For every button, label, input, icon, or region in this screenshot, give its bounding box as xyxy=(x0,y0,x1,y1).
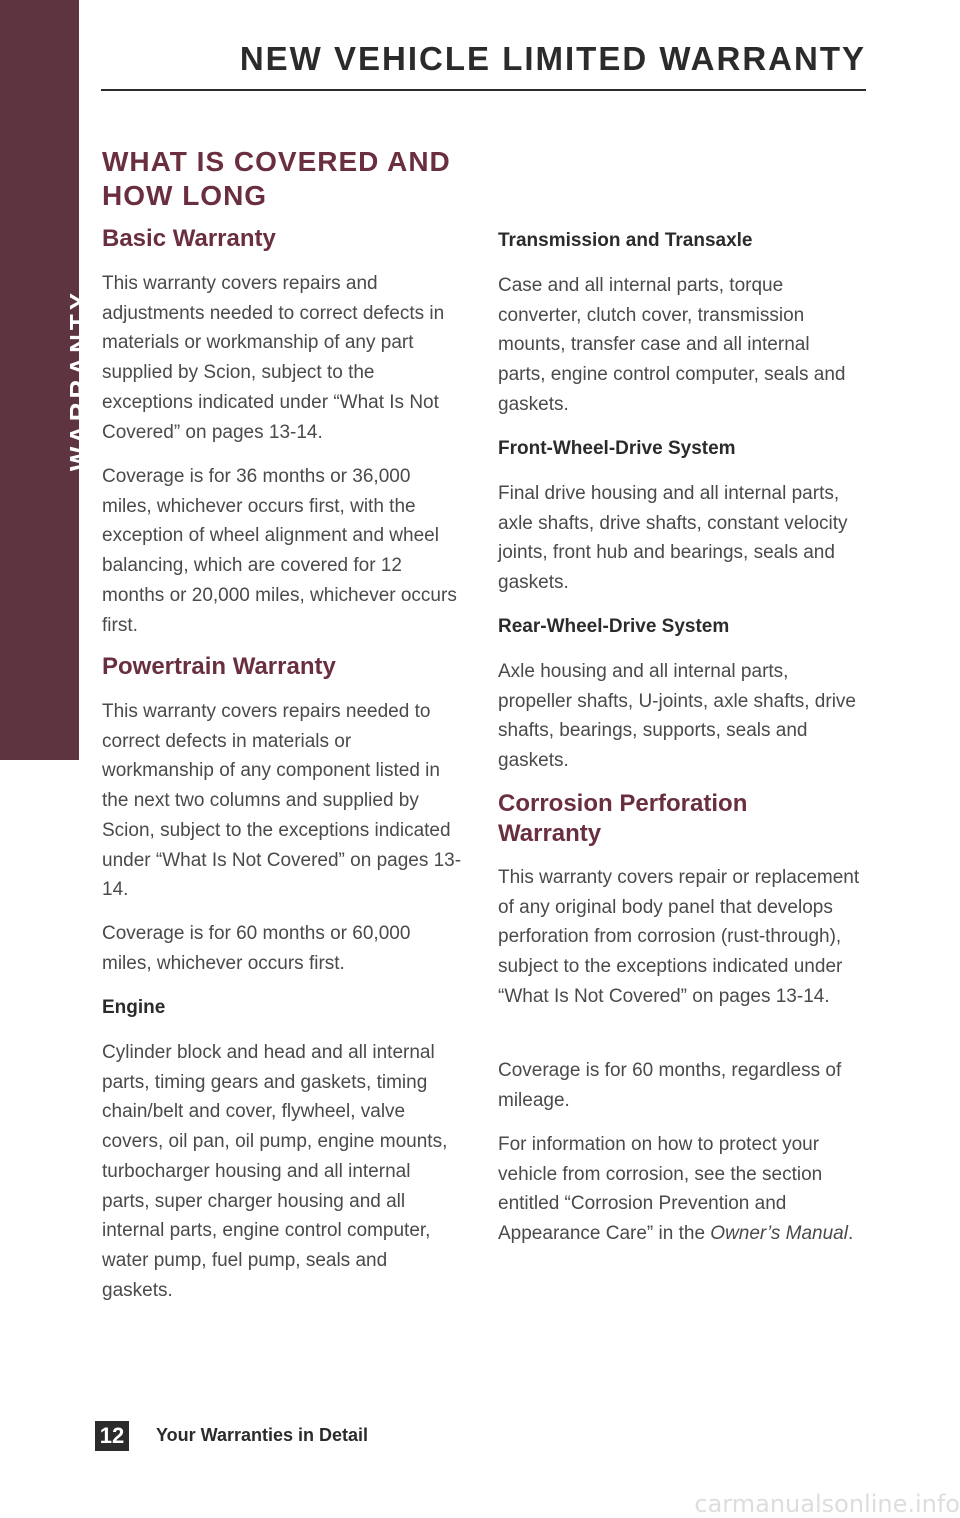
watermark: carmanualsonline.info xyxy=(694,1490,960,1518)
title-divider xyxy=(101,89,866,91)
powertrain-warranty-paragraph-1: This warranty covers repairs needed to correct defects in materials or workmanship of any component listed in the next two columns and supplied by Scion, subject to the exceptions indicated under “What Is Not Covered” on pages 13-14. xyxy=(102,701,462,901)
basic-warranty-paragraph-1: This warranty covers repairs and adjustments needed to correct defects in materials or workmanship of any part supplied by Scion, subject to the exceptions indicated under “What Is Not Covered” on pages 13-14. xyxy=(102,273,445,443)
side-tab-label: WARRANTY xyxy=(64,288,94,472)
engine-paragraph: Cylinder block and head and all internal parts, timing gears and gaskets, timing chain/belt and cover, flywheel, valve covers, oil pan, oil pump, engine mounts, turbocharger housing and all internal parts, super charger housing and all internal parts, engine control computer, water pump, fuel pump, seals and gaskets. xyxy=(102,1042,448,1301)
corrosion-paragraph-1: This warranty covers repair or replacement of any original body panel that develops perforation from corrosion (rust-through), subject to the exceptions indicated under “What Is Not Covered” on pages 13-14. xyxy=(498,867,860,1007)
powertrain-warranty-heading: Powertrain Warranty xyxy=(102,653,336,680)
front-wheel-drive-paragraph: Final drive housing and all internal parts, axle shafts, drive shafts, constant velocity joints, front hub and bearings, seals and gaskets. xyxy=(498,483,848,594)
rear-wheel-drive-paragraph: Axle housing and all internal parts, propeller shafts, U-joints, axle shafts, drive shafts, bearings, supports, seals and gaskets. xyxy=(498,661,856,772)
basic-warranty-paragraph-2: Coverage is for 36 months or 36,000 miles, whichever occurs first, with the exception of wheel alignment and wheel balancing, which are covered for 12 months or 20,000 miles, whichever occurs first. xyxy=(102,466,457,636)
owners-manual-title: Owner’s Manual xyxy=(710,1223,848,1245)
transmission-heading: Transmission and Transaxle xyxy=(498,230,753,251)
transmission-paragraph: Case and all internal parts, torque converter, clutch cover, transmission mounts, transfer case and all internal parts, engine control computer, seals and gaskets. xyxy=(498,275,846,415)
page-title: NEW VEHICLE LIMITED WARRANTY xyxy=(239,40,866,77)
basic-warranty-heading: Basic Warranty xyxy=(102,225,276,252)
side-tab xyxy=(0,0,94,760)
engine-heading: Engine xyxy=(102,997,166,1018)
corrosion-warranty-heading: Corrosion Perforation Warranty xyxy=(498,790,748,847)
powertrain-warranty-paragraph-2: Coverage is for 60 months or 60,000 miles, whichever occurs first. xyxy=(102,923,411,974)
page-number: 12 xyxy=(95,1421,129,1451)
corrosion-paragraph-2: Coverage is for 60 months, regardless of mileage. xyxy=(498,1060,842,1111)
footer-text: Your Warranties in Detail xyxy=(156,1425,369,1445)
rear-wheel-drive-heading: Rear-Wheel-Drive System xyxy=(498,616,730,637)
section-heading: WHAT IS COVERED AND HOW LONG xyxy=(102,146,451,211)
front-wheel-drive-heading: Front-Wheel-Drive System xyxy=(498,438,736,459)
corrosion-paragraph-3: For information on how to protect your vehicle from corrosion, see the section entitled “Corrosion Prevention and Appearance Care” in the Owner’s Manual. xyxy=(498,1134,854,1245)
